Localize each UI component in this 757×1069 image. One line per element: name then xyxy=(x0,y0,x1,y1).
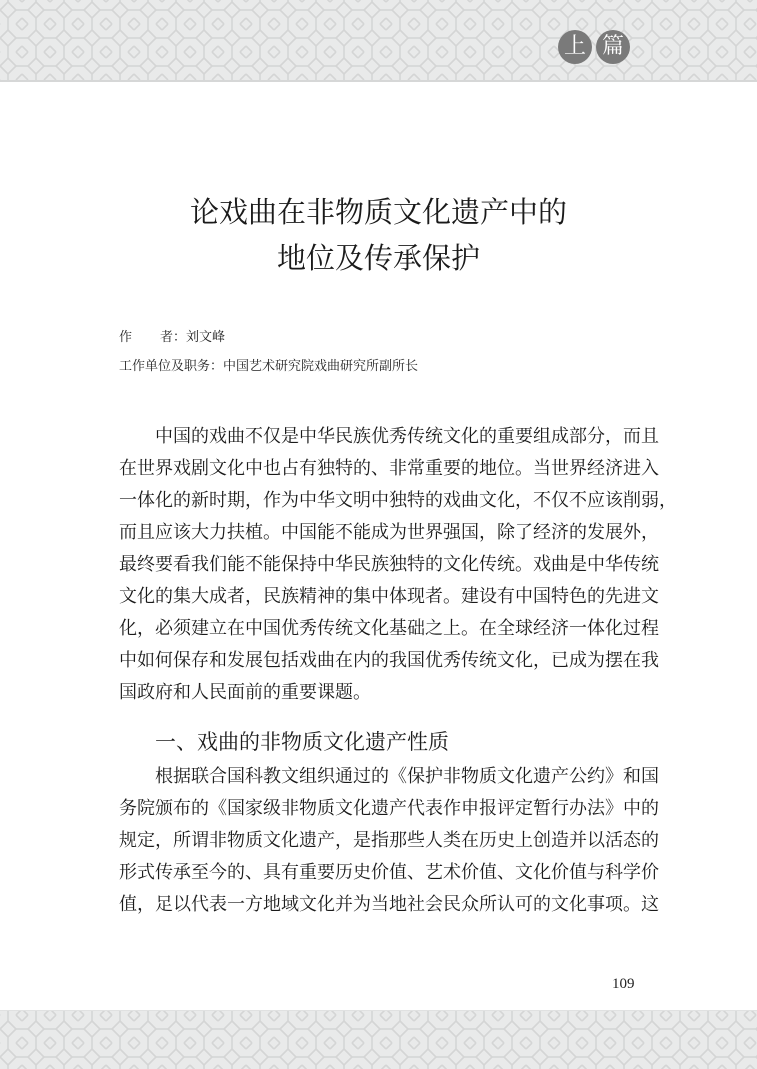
header-pattern-band xyxy=(0,0,757,82)
affiliation-line xyxy=(119,355,418,374)
badge-char-2: 篇 xyxy=(596,30,630,64)
text-line: 中国的戏曲不仅是中华民族优秀传统文化的重要组成部分，而且 xyxy=(155,426,659,447)
article-title-line-2: 地位及传承保护 xyxy=(276,241,480,275)
text-line: 规定，所谓非物质文化遗产，是指那些人类在历史上创造并以活态的 xyxy=(119,830,659,851)
text-line: 最终要看我们能不能保持中华民族独特的文化传统。戏曲是中华传统 xyxy=(119,554,659,575)
affiliation-label: 工作单位及职务： xyxy=(119,359,224,374)
badge-char-1: 上 xyxy=(558,30,592,64)
text-line: 化，必须建立在中国优秀传统文化基础之上。在全球经济一体化过程 xyxy=(119,618,659,639)
footer-pattern-band xyxy=(0,1010,757,1069)
text-line: 一体化的新时期，作为中华文明中独特的戏曲文化，不仅不应该削弱， xyxy=(119,490,677,511)
lattice-pattern xyxy=(0,1011,757,1069)
affiliation-value: 中国艺术研究院戏曲研究所副所长 xyxy=(223,359,419,374)
text-line: 国政府和人民面前的重要课题。 xyxy=(119,682,371,703)
section-heading: 一、戏曲的非物质文化遗产性质 xyxy=(155,730,449,754)
author-label-2: 者： xyxy=(160,330,187,345)
text-line: 务院颁布的《国家级非物质文化遗产代表作申报评定暂行办法》中的 xyxy=(119,798,659,819)
author-name: 刘文峰 xyxy=(186,330,226,345)
lattice-pattern xyxy=(0,0,757,80)
text-line: 中如何保存和发展包括戏曲在内的我国优秀传统文化，已成为摆在我 xyxy=(119,650,659,671)
paragraph-1 xyxy=(119,421,677,709)
article-title-line-1: 论戏曲在非物质文化遗产中的 xyxy=(189,195,567,229)
text-line: 值，足以代表一方地域文化并为当地社会民众所认可的文化事项。这 xyxy=(119,894,659,915)
page-number: 109 xyxy=(612,976,635,992)
author-line xyxy=(119,326,225,345)
text-line: 在世界戏剧文化中也占有独特的、非常重要的地位。当世界经济进入 xyxy=(119,458,659,479)
paragraph-2 xyxy=(119,761,659,921)
text-line: 而且应该大力扶植。中国能不能成为世界强国，除了经济的发展外， xyxy=(119,522,659,543)
text-line: 根据联合国科教文组织通过的《保护非物质文化遗产公约》和国 xyxy=(155,766,659,787)
text-line: 文化的集大成者，民族精神的集中体现者。建设有中国特色的先进文 xyxy=(119,586,659,607)
text-line: 形式传承至今的、具有重要历史价值、艺术价值、文化价值与科学价 xyxy=(119,862,659,883)
section-badge xyxy=(558,30,630,64)
author-label-1: 作 xyxy=(119,330,133,345)
